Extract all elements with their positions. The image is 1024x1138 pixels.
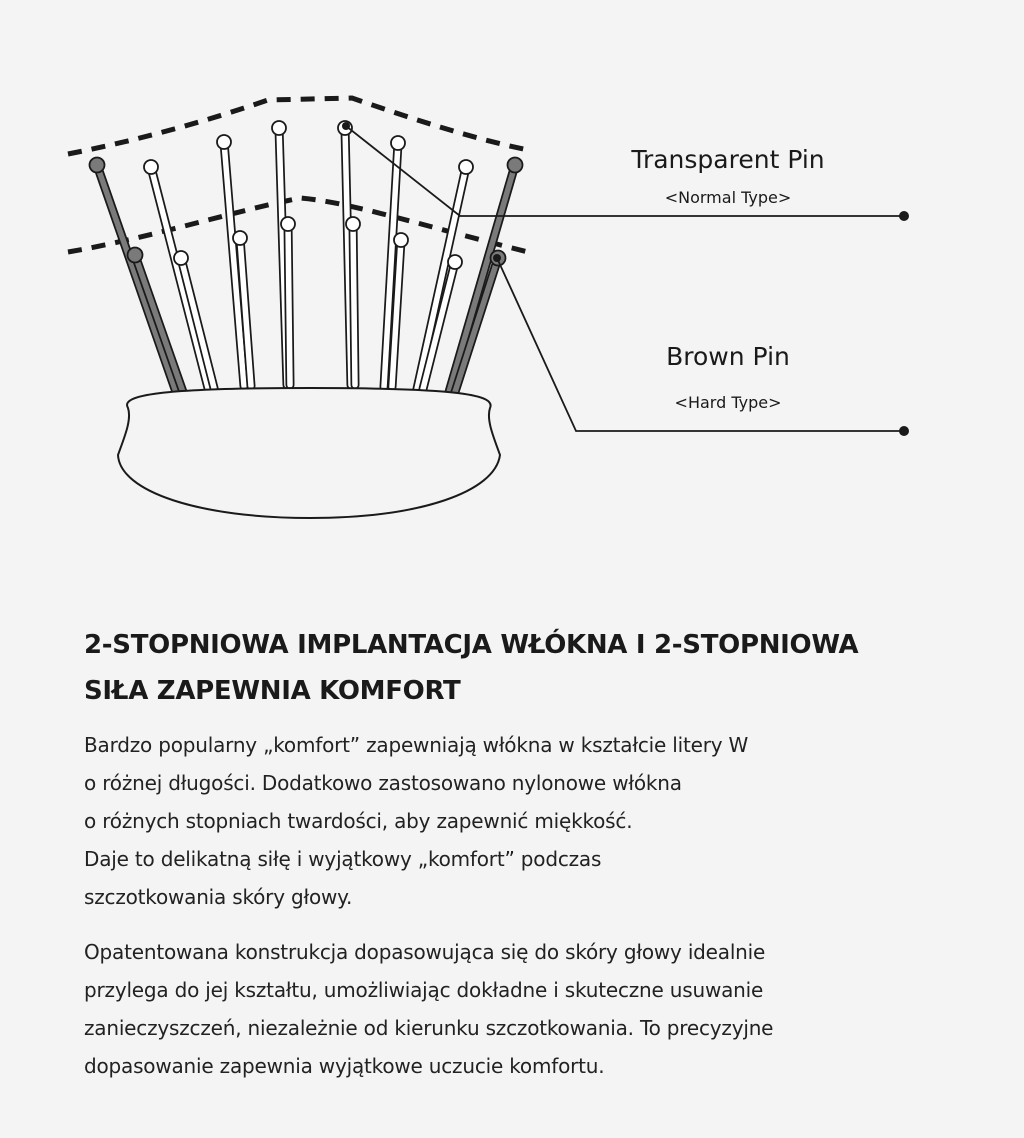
paragraph-line: Opatentowana konstrukcja dopasowująca się do skóry głowy idealnie — [84, 940, 766, 964]
transparent-pin-subtitle: <Normal Type> — [664, 188, 792, 207]
brown-pin-leader-dot — [493, 254, 501, 262]
transparent-pin-tip — [459, 160, 473, 174]
paragraph-line: o różnych stopniach twardości, aby zapewnić miękkość. — [84, 809, 633, 833]
brown-pin-subtitle: <Hard Type> — [674, 393, 782, 412]
pin-group — [90, 121, 523, 392]
paragraph-patented-design — [84, 933, 964, 1085]
paragraph-line: zanieczyszczeń, niezależnie od kierunku szczotkowania. To precyzyjne — [84, 1016, 774, 1040]
transparent-pin-tip — [394, 233, 408, 247]
transparent-pin — [181, 258, 214, 388]
paragraph-line: Daje to delikatną siłę i wyjątkowy „komfort” podczas — [84, 847, 602, 871]
transparent-pin-tip — [272, 121, 286, 135]
heading-line-2: SIŁA ZAPEWNIA KOMFORT — [84, 676, 461, 706]
transparent-pin-tip — [281, 217, 295, 231]
paragraph-comfort — [84, 726, 964, 916]
transparent-pin-leader-dot — [342, 122, 350, 130]
brown-pin — [97, 165, 176, 392]
section-heading — [84, 622, 944, 714]
brown-pin-title: Brown Pin — [666, 342, 790, 371]
brown-pin — [455, 258, 498, 392]
paragraph-line: dopasowanie zapewnia wyjątkowe uczucie komfortu. — [84, 1054, 605, 1078]
transparent-pin-leader-end — [899, 211, 909, 221]
transparent-pin-title: Transparent Pin — [631, 145, 825, 174]
transparent-pin-tip — [233, 231, 247, 245]
paragraph-line: Bardzo popularny „komfort” zapewniają włókna w kształcie litery W — [84, 733, 749, 757]
transparent-pin-tip — [217, 135, 231, 149]
brown-pin-tip — [90, 158, 105, 173]
brown-pin-leader-end — [899, 426, 909, 436]
outer-dashed-curve — [68, 98, 528, 154]
paragraph-line: o różnej długości. Dodatkowo zastosowano nylonowe włókna — [84, 771, 682, 795]
brown-pin-tip — [508, 158, 523, 173]
transparent-pin-tip — [391, 136, 405, 150]
transparent-pin — [353, 224, 355, 385]
paragraph-line: przylega do jej kształtu, umożliwiając dokładne i skuteczne usuwanie — [84, 978, 764, 1002]
heading-line-1: 2-STOPNIOWA IMPLANTACJA WŁÓKNA I 2-STOPNIOWA — [84, 630, 859, 660]
brush-base — [118, 388, 500, 518]
transparent-pin-tip — [144, 160, 158, 174]
transparent-pin-tip — [174, 251, 188, 265]
transparent-pin-tip — [448, 255, 462, 269]
transparent-pin — [288, 224, 290, 385]
transparent-pin-tip — [346, 217, 360, 231]
paragraph-line: szczotkowania skóry głowy. — [84, 885, 353, 909]
brown-pin-tip — [128, 248, 143, 263]
